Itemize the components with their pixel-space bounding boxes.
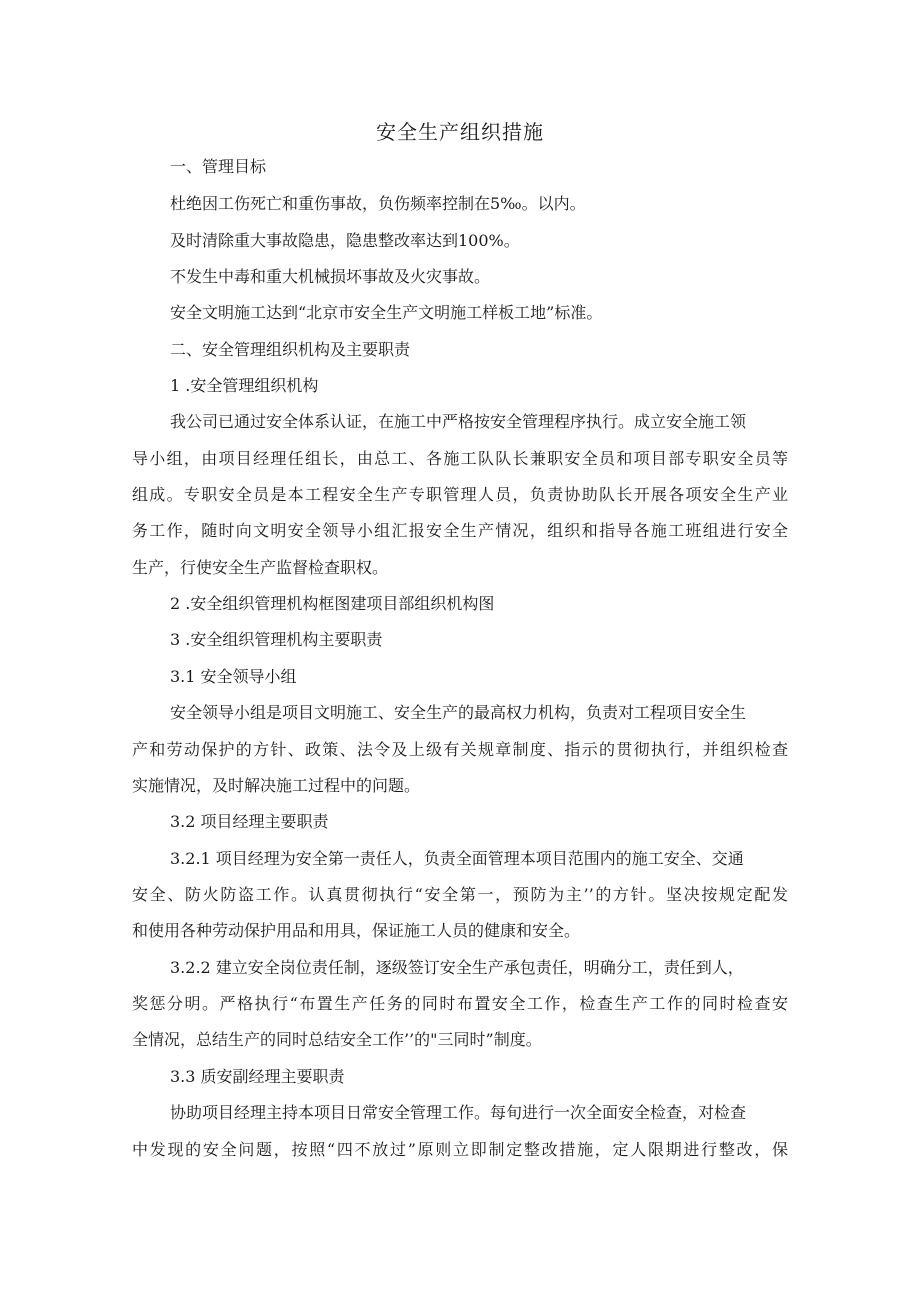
- paragraph-line: 产和劳动保护的方针、政策、法令及上级有关规章制度、指示的贯彻执行，并组织检查: [132, 740, 788, 759]
- paragraph-line: 及时清除重大事故隐患，隐患整改率达到100%。: [170, 231, 520, 250]
- paragraph-line: 3.2.1 项目经理为安全第一责任人，负责全面管理本项目范围内的施工安全、交通: [170, 849, 744, 868]
- paragraph-line: 生产，行使安全生产监督检查职权。: [132, 558, 389, 577]
- paragraph-line: 我公司已通过安全体系认证，在施工中严格按安全管理程序执行。成立安全施工领: [170, 412, 747, 431]
- paragraph-line: 务工作，随时向文明安全领导小组汇报安全生产情况，组织和指导各施工班组进行安全: [132, 521, 788, 540]
- heading-management-goals: 一、管理目标: [170, 157, 267, 176]
- paragraph-line: 实施情况，及时解决施工过程中的问题。: [132, 776, 421, 795]
- page-title: 安全生产组织措施: [376, 120, 544, 144]
- paragraph-line: 杜绝因工伤死亡和重伤事故，负伤频率控制在5‰。以内。: [170, 194, 586, 213]
- paragraph-line: 组成。专职安全员是本工程安全生产专职管理人员，负责协助队长开展各项安全生产业: [132, 485, 788, 504]
- paragraph-line: 协助项目经理主持本项目日常安全管理工作。每旬进行一次全面安全检查，对检查: [170, 1103, 747, 1122]
- heading-org-and-duties: 二、安全管理组织机构及主要职责: [170, 340, 411, 359]
- subheading-duties: 3 .安全组织管理机构主要职责: [170, 630, 383, 649]
- paragraph-line: 和使用各种劳动保护用品和用具，保证施工人员的健康和安全。: [132, 921, 581, 940]
- paragraph-line: 安全、防火防盗工作。认真贯彻执行“安全第一，预防为主’’的方针。坚决按规定配发: [132, 885, 788, 904]
- paragraph-line: 导小组，由项目经理任组长，由总工、各施工队队长兼职安全员和项目部专职安全员等: [132, 449, 788, 468]
- subheading-3-1: 3.1 安全领导小组: [170, 667, 297, 686]
- subheading-org-chart: 2 .安全组织管理机构框图建项目部组织机构图: [170, 594, 495, 613]
- paragraph-line: 安全文明施工达到“北京市安全生产文明施工样板工地”标准。: [170, 303, 603, 322]
- subheading-3-3: 3.3 质安副经理主要职责: [170, 1067, 345, 1086]
- paragraph-line: 不发生中毒和重大机械损坏事故及火灾事故。: [170, 267, 491, 286]
- paragraph-line: 3.2.2 建立安全岗位责任制，逐级签订安全生产承包责任，明确分工，责任到人，: [170, 958, 744, 977]
- paragraph-line: 奖惩分明。严格执行“布置生产任务的同时布置安全工作，检查生产工作的同时检查安: [132, 994, 788, 1013]
- paragraph-line: 全情况，总结生产的同时总结安全工作’’的"三同时”制度。: [132, 1030, 542, 1049]
- paragraph-line: 安全领导小组是项目文明施工、安全生产的最高权力机构，负责对工程项目安全生: [170, 703, 747, 722]
- paragraph-line: 中发现的安全问题，按照“四不放过”原则立即制定整改措施，定人限期进行整改，保: [132, 1140, 788, 1159]
- subheading-3-2: 3.2 项目经理主要职责: [170, 812, 329, 831]
- subheading-org: 1 .安全管理组织机构: [170, 376, 319, 395]
